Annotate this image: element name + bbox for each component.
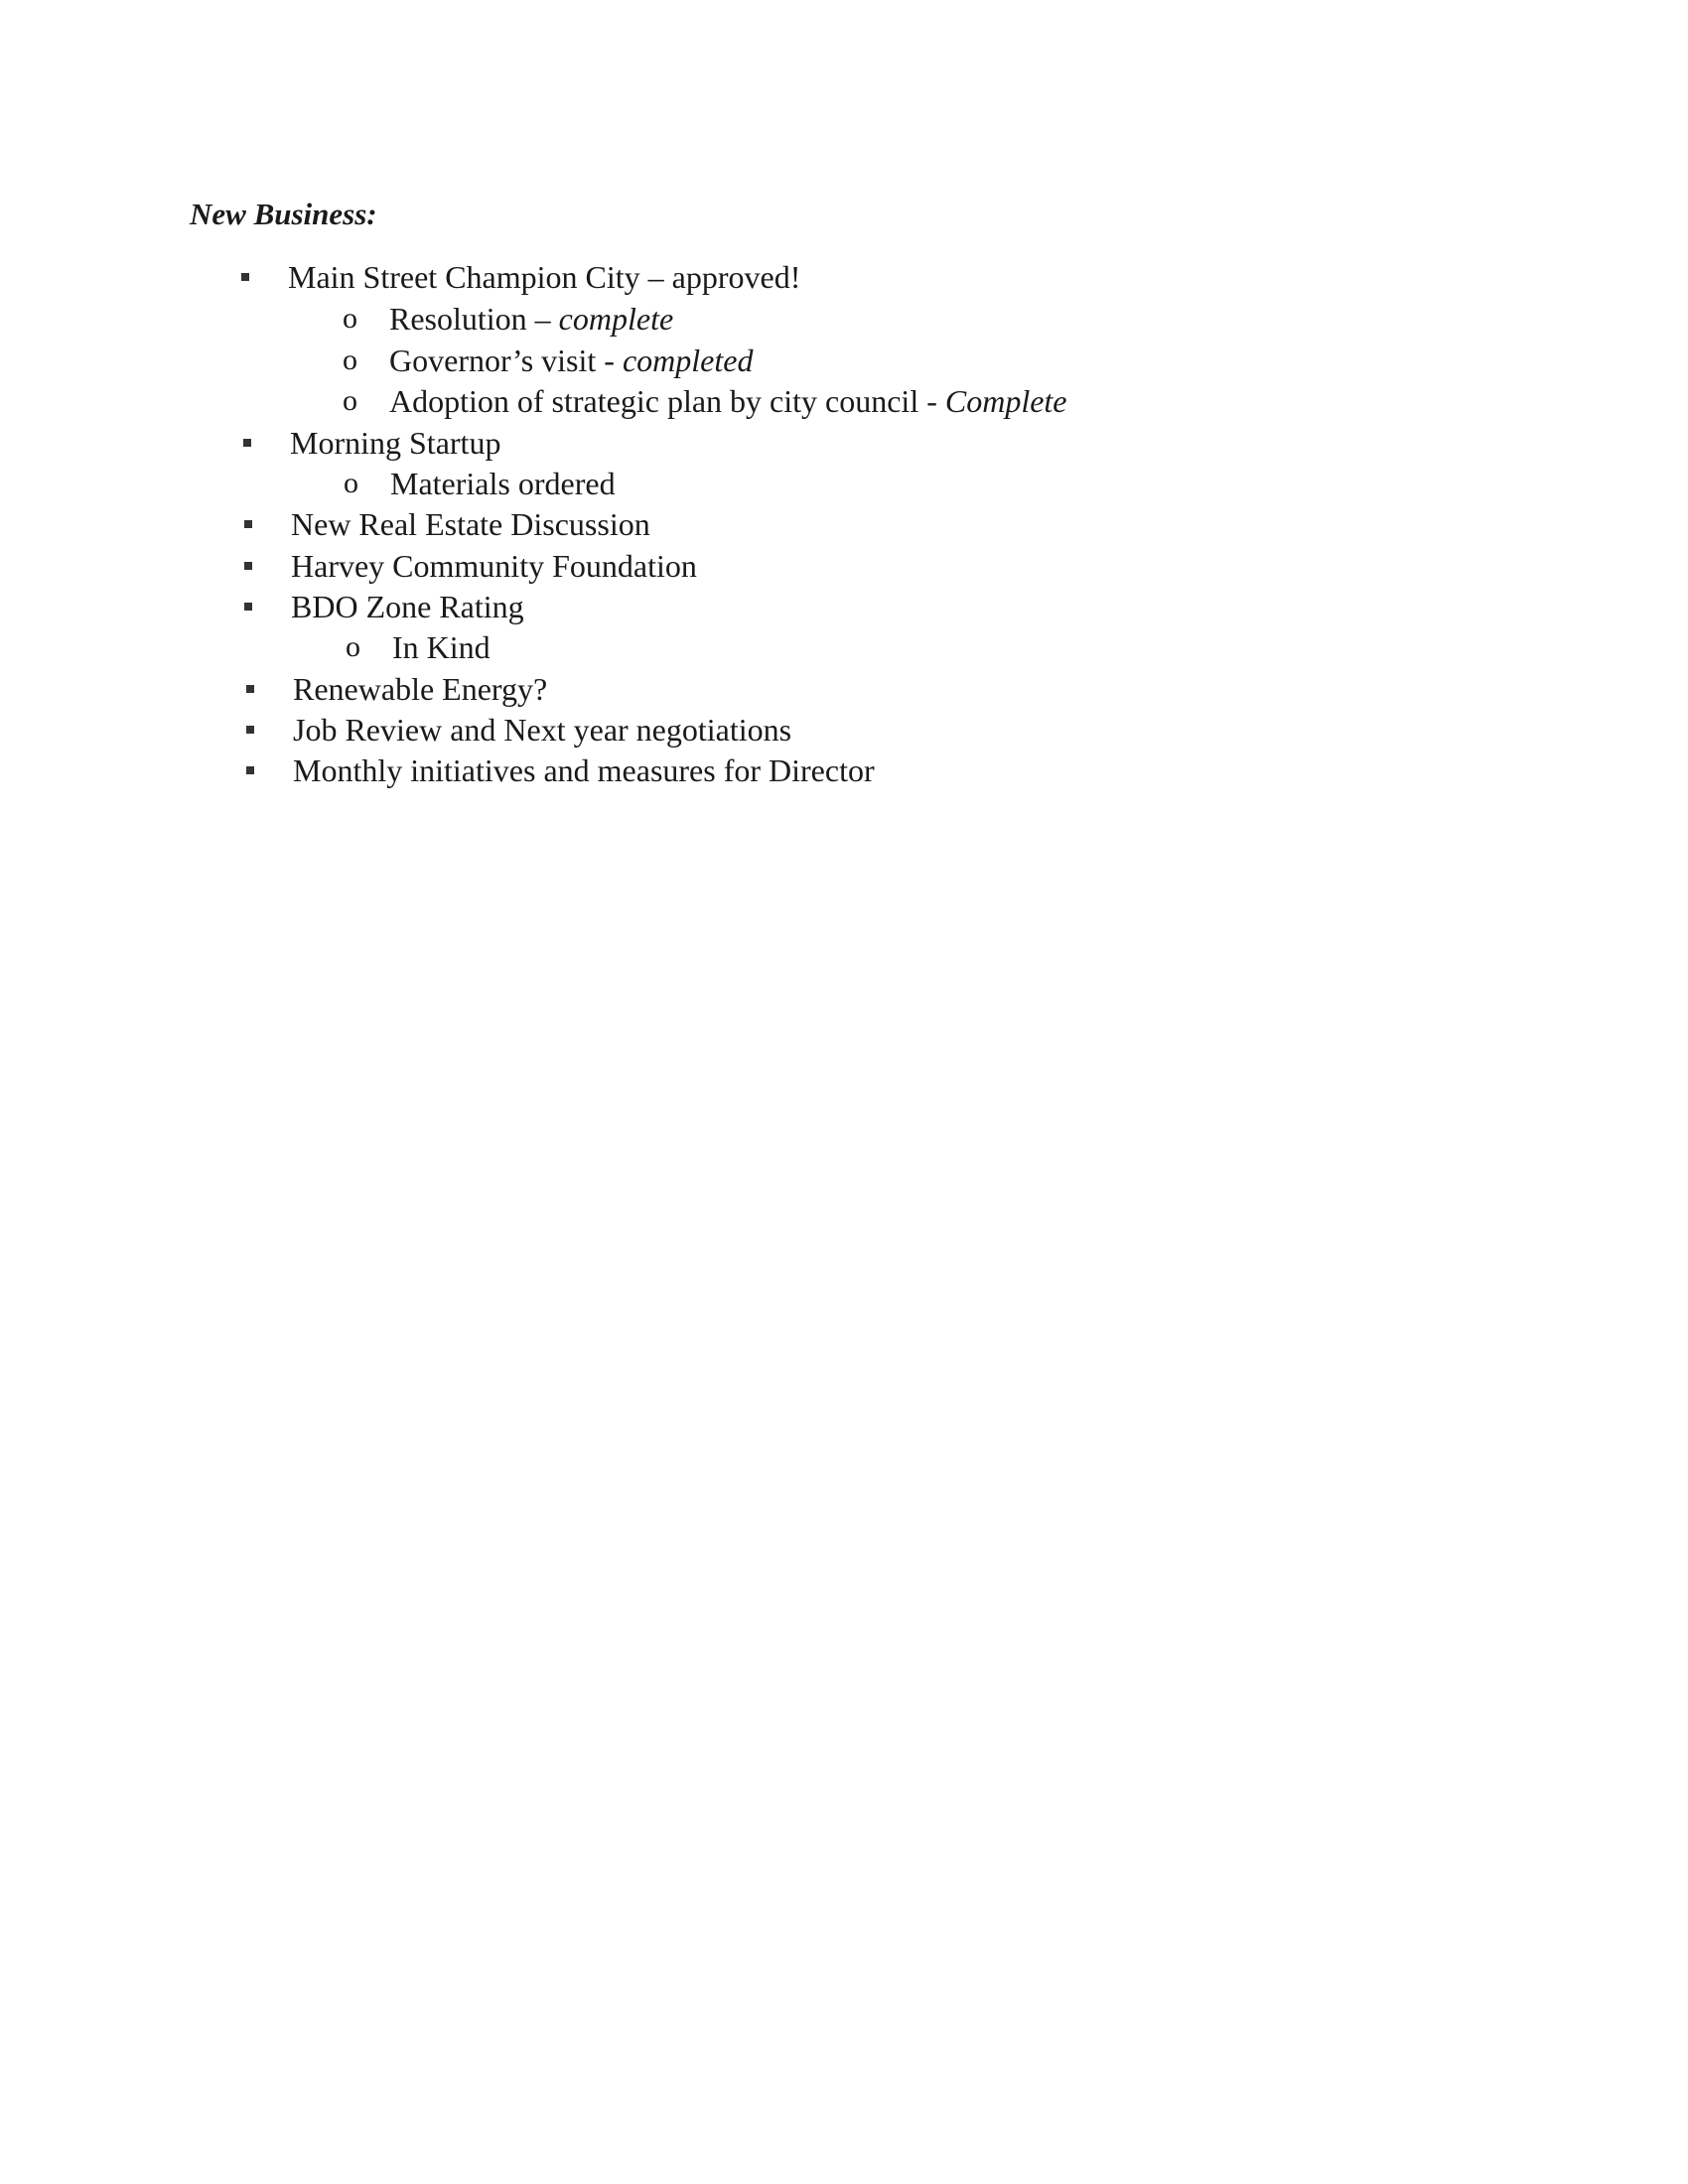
sub-list-item-text: In Kind bbox=[392, 629, 491, 665]
sub-list-item-text: Governor’s visit - completed bbox=[389, 342, 754, 378]
list-item-text: BDO Zone Rating bbox=[291, 589, 524, 624]
circle-bullet-icon: o bbox=[343, 343, 357, 376]
square-bullet-icon bbox=[246, 751, 256, 790]
section-heading: New Business: bbox=[190, 197, 377, 231]
square-bullet-icon bbox=[241, 257, 251, 297]
list-item-text: Renewable Energy? bbox=[293, 671, 548, 707]
square-bullet-icon bbox=[244, 504, 254, 544]
list-item-text: Main Street Champion City – approved! bbox=[288, 259, 801, 295]
square-bullet-icon bbox=[244, 546, 254, 586]
sub-list-item-text: Resolution – complete bbox=[389, 301, 674, 337]
circle-bullet-icon: o bbox=[344, 467, 358, 499]
circle-bullet-icon: o bbox=[343, 302, 357, 335]
list-item-text: Harvey Community Foundation bbox=[291, 548, 697, 584]
sub-list-item-text: Adoption of strategic plan by city council - Complete bbox=[389, 383, 1067, 419]
list-item-text: New Real Estate Discussion bbox=[291, 506, 650, 542]
status-text: completed bbox=[622, 342, 754, 378]
circle-bullet-icon: o bbox=[346, 630, 360, 663]
square-bullet-icon bbox=[243, 423, 253, 463]
sub-list-item-text: Materials ordered bbox=[390, 466, 616, 501]
status-text: complete bbox=[558, 301, 674, 337]
list-item-text: Job Review and Next year negotiations bbox=[293, 712, 792, 748]
square-bullet-icon bbox=[246, 710, 256, 750]
status-text: Complete bbox=[944, 383, 1067, 419]
list-item-text: Monthly initiatives and measures for Director bbox=[293, 752, 875, 788]
square-bullet-icon bbox=[246, 669, 256, 709]
square-bullet-icon bbox=[244, 587, 254, 626]
list-item-text: Morning Startup bbox=[290, 425, 501, 461]
circle-bullet-icon: o bbox=[343, 384, 357, 417]
